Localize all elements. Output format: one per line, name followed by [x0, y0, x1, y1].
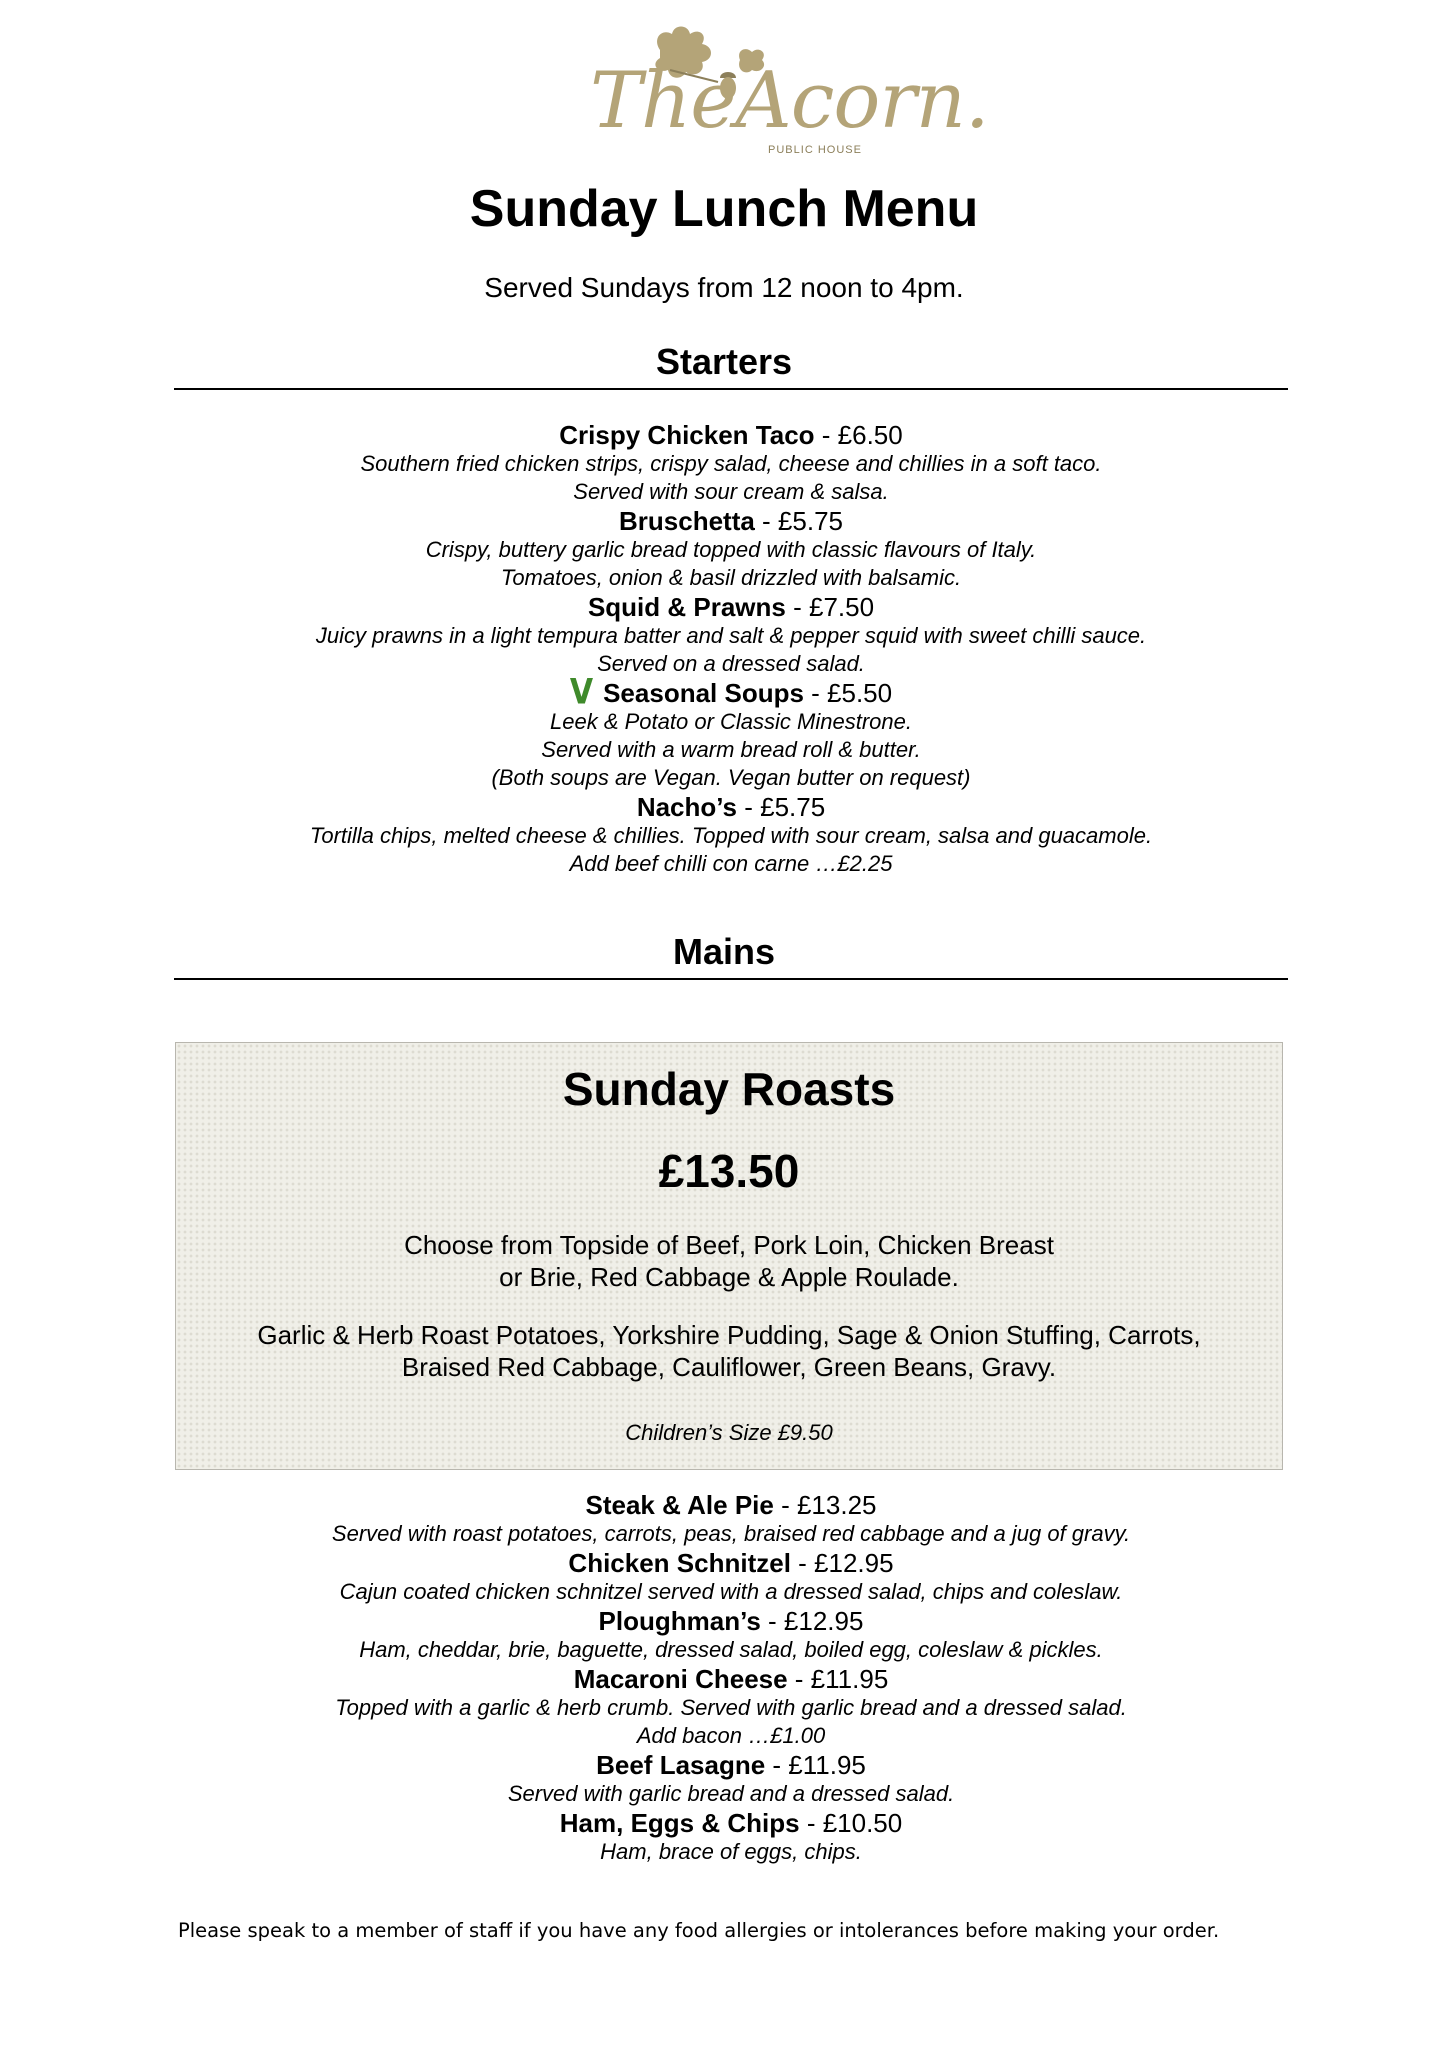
menu-item — [174, 1606, 1288, 1664]
menu-item-title — [174, 792, 1288, 822]
menu-item-price: - £7.50 — [785, 592, 875, 622]
menu-item-title — [174, 1750, 1288, 1780]
menu-item-price: - £12.95 — [760, 1606, 864, 1636]
menu-item — [174, 420, 1288, 506]
menu-item-description: Add beef chilli con carne …£2.25 — [569, 851, 893, 876]
menu-item-name: Ham, Eggs & Chips — [559, 1808, 800, 1838]
menu-item — [174, 1548, 1288, 1606]
acorn-logo — [590, 20, 989, 160]
menu-item-description: Tortilla chips, melted cheese & chillies. Topped with sour cream, salsa and guacamole. — [309, 823, 1153, 848]
menu-item — [174, 672, 1288, 792]
menu-item — [174, 1750, 1288, 1808]
roast-sides-line: Garlic & Herb Roast Potatoes, Yorkshire Pudding, Sage & Onion Stuffing, Carrots, — [257, 1320, 1201, 1350]
menu-item — [174, 1664, 1288, 1750]
menu-item-description: Cajun coated chicken schnitzel served with a dressed salad, chips and coleslaw. — [339, 1579, 1123, 1604]
menu-item-title — [174, 1808, 1288, 1838]
starters-list — [174, 420, 1288, 878]
menu-item-price: - £5.75 — [754, 506, 843, 536]
menu-item-title — [174, 506, 1288, 536]
menu-item-description: Served with roast potatoes, carrots, peas, braised red cabbage and a jug of gravy. — [331, 1521, 1131, 1546]
menu-item-description: Juicy prawns in a light tempura batter and salt & pepper squid with sweet chilli sauce. — [315, 623, 1147, 648]
menu-item — [174, 1808, 1288, 1866]
menu-item-description: Southern fried chicken strips, crispy salad, cheese and chillies in a soft taco. — [360, 451, 1102, 476]
menu-item-description: Served with a warm bread roll & butter. — [541, 737, 921, 762]
roast-choice-line: Choose from Topside of Beef, Pork Loin, Chicken Breast — [404, 1230, 1054, 1260]
roast-choice-line: or Brie, Red Cabbage & Apple Roulade. — [499, 1262, 959, 1292]
allergy-note: Please speak to a member of staff if you have any food allergies or intolerances before making your order. — [178, 1919, 1220, 1942]
childrens-size-price: Children’s Size £9.50 — [625, 1420, 833, 1445]
menu-item-price: - £10.50 — [799, 1808, 903, 1838]
menu-item-name: Ploughman’s — [598, 1606, 761, 1636]
starters-heading: Starters — [655, 341, 793, 382]
menu-item-title — [174, 592, 1288, 622]
roast-sides-text — [176, 1319, 1282, 1383]
menu-item-description: Ham, cheddar, brie, baguette, dressed salad, boiled egg, coleslaw & pickles. — [359, 1637, 1103, 1662]
menu-item — [174, 1490, 1288, 1548]
menu-item-title — [174, 1490, 1288, 1520]
menu-item-description: Tomatoes, onion & basil drizzled with balsamic. — [500, 565, 962, 590]
menu-item-description: Served on a dressed salad. — [597, 651, 865, 676]
vegan-icon: V — [569, 672, 594, 713]
sunday-roasts-panel — [175, 1042, 1283, 1470]
menu-item-name: Steak & Ale Pie — [585, 1490, 774, 1520]
menu-item-price: - £11.95 — [765, 1750, 866, 1780]
page-title: Sunday Lunch Menu — [469, 180, 979, 238]
menu-item-name: Seasonal Soups — [603, 678, 804, 708]
menu-item-description: Served with garlic bread and a dressed salad. — [507, 1781, 955, 1806]
menu-item — [174, 792, 1288, 878]
menu-item-price: - £5.50 — [803, 678, 893, 708]
menu-item-description: Served with sour cream & salsa. — [573, 479, 889, 504]
roast-sides-line: Braised Red Cabbage, Cauliflower, Green Beans, Gravy. — [401, 1352, 1057, 1382]
menu-item-name: Squid & Prawns — [587, 592, 786, 622]
menu-item-title — [174, 1548, 1288, 1578]
serving-times: Served Sundays from 12 noon to 4pm. — [484, 272, 964, 303]
roast-price: £13.50 — [658, 1145, 800, 1197]
roast-choice-text — [176, 1229, 1282, 1293]
menu-item-title — [174, 420, 1288, 450]
starters-divider — [174, 388, 1288, 390]
menu-item-price: - £11.95 — [787, 1664, 889, 1694]
menu-item-price: - £5.75 — [737, 792, 826, 822]
menu-item-title — [174, 1664, 1288, 1694]
menu-item-description: Add bacon …£1.00 — [636, 1723, 826, 1748]
menu-item-description: Crispy, buttery garlic bread topped with classic flavours of Italy. — [425, 537, 1037, 562]
menu-item-description: Leek & Potato or Classic Minestrone. — [550, 709, 912, 734]
menu-item-description: (Both soups are Vegan. Vegan butter on request) — [491, 765, 971, 790]
menu-item — [174, 592, 1288, 678]
mains-list — [174, 1490, 1288, 1866]
logo-subtitle: PUBLIC HOUSE — [768, 144, 862, 156]
menu-item-name: Chicken Schnitzel — [568, 1548, 791, 1578]
menu-item-price: - £6.50 — [814, 420, 903, 450]
menu-item-price: - £13.25 — [773, 1490, 877, 1520]
menu-item-name: Beef Lasagne — [596, 1750, 766, 1780]
roast-title: Sunday Roasts — [562, 1063, 896, 1115]
menu-item-price: - £12.95 — [790, 1548, 894, 1578]
menu-item-name: Nacho’s — [636, 792, 737, 822]
logo-wordmark: TheAcorn. — [590, 56, 989, 146]
mains-divider — [174, 978, 1288, 980]
menu-item-title — [174, 1606, 1288, 1636]
menu-item-name: Crispy Chicken Taco — [559, 420, 815, 450]
menu-item-name: Bruschetta — [619, 506, 755, 536]
mains-heading: Mains — [672, 931, 776, 972]
menu-item-description: Ham, brace of eggs, chips. — [600, 1839, 862, 1864]
menu-item — [174, 506, 1288, 592]
menu-item-title — [174, 672, 1288, 713]
menu-item-name: Macaroni Cheese — [573, 1664, 788, 1694]
menu-item-description: Topped with a garlic & herb crumb. Served with garlic bread and a dressed salad. — [335, 1695, 1127, 1720]
